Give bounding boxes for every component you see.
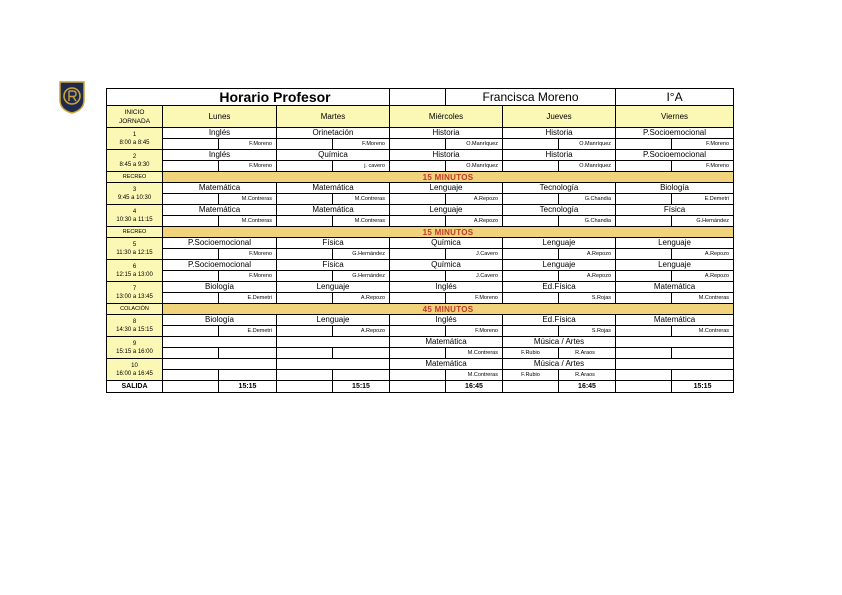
slot-teacher-row [107, 293, 734, 304]
teacher-jueves-spacer [503, 249, 559, 260]
subject-viernes [616, 359, 734, 370]
teacher-miercoles: A.Repozo [446, 216, 503, 227]
slot-time: 9:45 a 10:30 [117, 194, 152, 201]
teacher-martes: A.Repozo [333, 293, 390, 304]
teacher-lunes: F.Moreno [219, 271, 277, 282]
teacher-miercoles: F.Moreno [446, 326, 503, 337]
salida-time-jueves: 16:45 [559, 381, 616, 393]
slot-label [107, 238, 163, 260]
subject-viernes: Biología [616, 183, 734, 194]
subject-miercoles: Inglés [390, 315, 503, 326]
teacher-lunes-spacer [163, 216, 219, 227]
slot-time: 8:45 a 9:30 [119, 161, 150, 168]
subject-lunes: Inglés [163, 128, 277, 139]
teacher-miercoles-spacer [390, 348, 446, 359]
slot-teacher-row [107, 326, 734, 337]
teacher-martes-spacer [277, 161, 333, 172]
teacher-miercoles-spacer [390, 216, 446, 227]
slot-number: 6 [132, 263, 137, 270]
teacher-lunes: F.Moreno [219, 249, 277, 260]
break-row [107, 172, 734, 183]
teacher-lunes: E.Demetri [219, 293, 277, 304]
teacher-jueves: O.Manríquez [559, 139, 616, 150]
teacher-martes: M.Contreras [333, 194, 390, 205]
subject-martes: Física [277, 238, 390, 249]
subject-miercoles: Historia [390, 150, 503, 161]
slot-teacher-row [107, 370, 734, 381]
teacher-martes: A.Repozo [333, 326, 390, 337]
teacher-martes-spacer [277, 139, 333, 150]
subject-lunes [163, 359, 277, 370]
teacher-lunes: F.Moreno [219, 161, 277, 172]
subject-miercoles: Química [390, 260, 503, 271]
slot-number: 8 [132, 318, 137, 325]
slot-time: 15:15 a 16:00 [116, 348, 153, 355]
teacher-viernes-spacer [616, 293, 672, 304]
salida-time-martes: 15:15 [333, 381, 390, 393]
teacher-viernes-spacer [616, 271, 672, 282]
teacher-jueves: S.Rojas [559, 326, 616, 337]
subject-lunes [163, 337, 277, 348]
slot-label [107, 205, 163, 227]
teacher-lunes: F.Moreno [219, 139, 277, 150]
teacher-jueves-a: F.Rubio [503, 370, 559, 381]
teacher-lunes [219, 348, 277, 359]
teacher-miercoles-spacer [390, 139, 446, 150]
subject-viernes: Matemática [616, 282, 734, 293]
slot-time: 14:30 a 15:15 [116, 326, 153, 333]
slot-number: 10 [131, 362, 138, 369]
schedule-table [106, 88, 734, 393]
teacher-lunes: E.Demetri [219, 326, 277, 337]
subject-martes: Matemática [277, 205, 390, 216]
teacher-viernes-spacer [616, 370, 672, 381]
teacher-viernes: A.Repozo [672, 249, 734, 260]
teacher-miercoles-spacer [390, 271, 446, 282]
teacher-viernes-spacer [616, 326, 672, 337]
salida-spacer [616, 381, 672, 393]
teacher-lunes-spacer [163, 348, 219, 359]
subject-jueves: Ed.Física [503, 315, 616, 326]
subject-lunes: P.Socioemocional [163, 260, 277, 271]
day-header-lunes: Lunes [163, 106, 277, 128]
slot-label [107, 359, 163, 381]
teacher-miercoles-spacer [390, 293, 446, 304]
teacher-lunes-spacer [163, 370, 219, 381]
subject-jueves: Tecnología [503, 183, 616, 194]
slot-subject-row [107, 315, 734, 326]
teacher-martes-spacer [277, 326, 333, 337]
teacher-martes-spacer [277, 249, 333, 260]
day-header-viernes: Viernes [616, 106, 734, 128]
slot-number: 5 [132, 241, 137, 248]
salida-spacer [390, 381, 446, 393]
subject-miercoles: Lenguaje [390, 183, 503, 194]
teacher-viernes: G.Hernández [672, 216, 734, 227]
day-header-jueves: Jueves [503, 106, 616, 128]
teacher-miercoles-spacer [390, 194, 446, 205]
title-spacer [390, 89, 446, 106]
teacher-martes-spacer [277, 216, 333, 227]
salida-time-miercoles: 16:45 [446, 381, 503, 393]
slot-teacher-row [107, 161, 734, 172]
slot-number: 1 [132, 131, 137, 138]
teacher-martes-spacer [277, 370, 333, 381]
teacher-lunes-spacer [163, 161, 219, 172]
teacher-name: Francisca Moreno [446, 89, 616, 106]
teacher-viernes: A.Repozo [672, 271, 734, 282]
teacher-martes-spacer [277, 293, 333, 304]
teacher-jueves-spacer [503, 216, 559, 227]
break-duration: 15 MINUTOS [163, 227, 734, 238]
slot-number: 3 [132, 186, 137, 193]
teacher-jueves: A.Repozo [559, 271, 616, 282]
subject-viernes: P.Socioemocional [616, 128, 734, 139]
slot-teacher-row [107, 139, 734, 150]
teacher-lunes [219, 370, 277, 381]
slot-time: 16:00 a 16:45 [116, 370, 153, 377]
subject-viernes [616, 337, 734, 348]
teacher-jueves: G.Chandia [559, 216, 616, 227]
slot-time: 10:30 a 11:15 [116, 216, 153, 223]
slot-teacher-row [107, 348, 734, 359]
subject-martes: Física [277, 260, 390, 271]
slot-subject-row [107, 282, 734, 293]
slot-number: 4 [132, 208, 137, 215]
teacher-martes: M.Contreras [333, 216, 390, 227]
salida-time-lunes: 15:15 [219, 381, 277, 393]
teacher-jueves-b: R.Araos [559, 370, 616, 381]
teacher-lunes-spacer [163, 271, 219, 282]
subject-martes [277, 359, 390, 370]
teacher-martes-spacer [277, 194, 333, 205]
teacher-lunes-spacer [163, 139, 219, 150]
teacher-martes-spacer [277, 271, 333, 282]
subject-jueves: Historia [503, 150, 616, 161]
break-duration: 15 MINUTOS [163, 172, 734, 183]
slot-label [107, 128, 163, 150]
teacher-viernes [672, 370, 734, 381]
subject-viernes: P.Socioemocional [616, 150, 734, 161]
subject-martes: Química [277, 150, 390, 161]
days-header-row [107, 106, 734, 128]
subject-martes: Matemática [277, 183, 390, 194]
break-row [107, 304, 734, 315]
slot-subject-row [107, 238, 734, 249]
slot-subject-row [107, 150, 734, 161]
teacher-martes: G.Hernández [333, 271, 390, 282]
subject-jueves: Música / Artes [503, 359, 616, 370]
slot-number: 7 [132, 285, 137, 292]
teacher-viernes-spacer [616, 161, 672, 172]
subject-viernes: Física [616, 205, 734, 216]
teacher-miercoles: O.Manríquez [446, 161, 503, 172]
teacher-lunes-spacer [163, 326, 219, 337]
break-label: RECREO [107, 227, 163, 238]
slot-subject-row [107, 205, 734, 216]
subject-jueves: Lenguaje [503, 238, 616, 249]
break-duration: 45 MINUTOS [163, 304, 734, 315]
teacher-miercoles-spacer [390, 249, 446, 260]
teacher-martes: F.Moreno [333, 139, 390, 150]
slot-subject-row [107, 183, 734, 194]
subject-viernes: Matemática [616, 315, 734, 326]
subject-miercoles: Matemática [390, 337, 503, 348]
subject-lunes: Inglés [163, 150, 277, 161]
teacher-martes [333, 348, 390, 359]
teacher-jueves-a: F.Rubio [503, 348, 559, 359]
break-row [107, 227, 734, 238]
slot-label [107, 282, 163, 304]
salida-row [107, 381, 734, 393]
teacher-viernes: M.Contreras [672, 326, 734, 337]
teacher-lunes: M.Contreras [219, 216, 277, 227]
slot-number: 2 [132, 153, 137, 160]
subject-viernes: Lenguaje [616, 260, 734, 271]
slot-label [107, 260, 163, 282]
slot-teacher-row [107, 249, 734, 260]
subject-jueves: Ed.Física [503, 282, 616, 293]
teacher-lunes-spacer [163, 293, 219, 304]
subject-martes: Lenguaje [277, 315, 390, 326]
salida-label: SALIDA [107, 381, 163, 393]
subject-jueves: Música / Artes [503, 337, 616, 348]
teacher-viernes: F.Moreno [672, 161, 734, 172]
teacher-miercoles: M.Contreras [446, 348, 503, 359]
slot-time: 12:15 a 13:00 [116, 271, 153, 278]
teacher-jueves-spacer [503, 271, 559, 282]
teacher-jueves-spacer [503, 194, 559, 205]
teacher-martes: j. cavero [333, 161, 390, 172]
teacher-viernes-spacer [616, 216, 672, 227]
break-label: COLACIÓN [107, 304, 163, 315]
day-header-martes: Martes [277, 106, 390, 128]
day-header-miercoles: Miércoles [390, 106, 503, 128]
teacher-miercoles: O.Manríquez [446, 139, 503, 150]
subject-miercoles: Inglés [390, 282, 503, 293]
teacher-jueves-spacer [503, 293, 559, 304]
course-label: I°A [616, 89, 734, 106]
teacher-lunes-spacer [163, 194, 219, 205]
subject-viernes: Lenguaje [616, 238, 734, 249]
teacher-miercoles: J.Cavero [446, 271, 503, 282]
teacher-jueves: G.Chandia [559, 194, 616, 205]
teacher-jueves-b: R.Araos [559, 348, 616, 359]
subject-lunes: Matemática [163, 183, 277, 194]
slot-subject-row [107, 260, 734, 271]
page-title: Horario Profesor [107, 89, 390, 106]
slot-subject-row [107, 128, 734, 139]
subject-martes: Orinetación [277, 128, 390, 139]
teacher-jueves: A.Repozo [559, 249, 616, 260]
teacher-viernes-spacer [616, 348, 672, 359]
slot-teacher-row [107, 216, 734, 227]
subject-jueves: Historia [503, 128, 616, 139]
subject-martes [277, 337, 390, 348]
teacher-miercoles-spacer [390, 326, 446, 337]
teacher-viernes: M.Contreras [672, 293, 734, 304]
teacher-lunes-spacer [163, 249, 219, 260]
school-crest-logo [58, 80, 86, 114]
slot-teacher-row [107, 194, 734, 205]
slot-teacher-row [107, 271, 734, 282]
slot-label [107, 183, 163, 205]
teacher-viernes-spacer [616, 249, 672, 260]
subject-lunes: Biología [163, 282, 277, 293]
teacher-miercoles-spacer [390, 370, 446, 381]
subject-jueves: Lenguaje [503, 260, 616, 271]
teacher-martes: G.Hernández [333, 249, 390, 260]
subject-miercoles: Matemática [390, 359, 503, 370]
subject-lunes: Matemática [163, 205, 277, 216]
teacher-miercoles-spacer [390, 161, 446, 172]
teacher-miercoles: J.Cavero [446, 249, 503, 260]
slot-time: 11:30 a 12:15 [116, 249, 153, 256]
teacher-martes [333, 370, 390, 381]
teacher-jueves: S.Rojas [559, 293, 616, 304]
subject-lunes: Biología [163, 315, 277, 326]
teacher-miercoles: M.Contreras [446, 370, 503, 381]
teacher-viernes: E.Demetri [672, 194, 734, 205]
teacher-viernes-spacer [616, 194, 672, 205]
teacher-miercoles: F.Moreno [446, 293, 503, 304]
salida-spacer [503, 381, 559, 393]
subject-lunes: P.Socioemocional [163, 238, 277, 249]
salida-time-viernes: 15:15 [672, 381, 734, 393]
slot-label [107, 337, 163, 359]
teacher-martes-spacer [277, 348, 333, 359]
slot-number: 9 [132, 340, 137, 347]
salida-spacer [163, 381, 219, 393]
teacher-jueves: O.Manríquez [559, 161, 616, 172]
start-label: INICIO JORNADA [107, 106, 163, 128]
teacher-miercoles: A.Repozo [446, 194, 503, 205]
teacher-jueves-spacer [503, 161, 559, 172]
subject-miercoles: Historia [390, 128, 503, 139]
break-label: RECREO [107, 172, 163, 183]
teacher-viernes: F.Moreno [672, 139, 734, 150]
slot-time: 13:00 a 13:45 [116, 293, 153, 300]
subject-martes: Lenguaje [277, 282, 390, 293]
slot-label [107, 150, 163, 172]
title-row [107, 89, 734, 106]
teacher-viernes-spacer [616, 139, 672, 150]
slot-time: 8:00 a 8:45 [119, 139, 150, 146]
teacher-lunes: M.Contreras [219, 194, 277, 205]
subject-jueves: Tecnología [503, 205, 616, 216]
slot-subject-row [107, 337, 734, 348]
teacher-jueves-spacer [503, 139, 559, 150]
subject-miercoles: Lenguaje [390, 205, 503, 216]
salida-spacer [277, 381, 333, 393]
subject-miercoles: Química [390, 238, 503, 249]
teacher-jueves-spacer [503, 326, 559, 337]
teacher-viernes [672, 348, 734, 359]
slot-subject-row [107, 359, 734, 370]
slot-label [107, 315, 163, 337]
